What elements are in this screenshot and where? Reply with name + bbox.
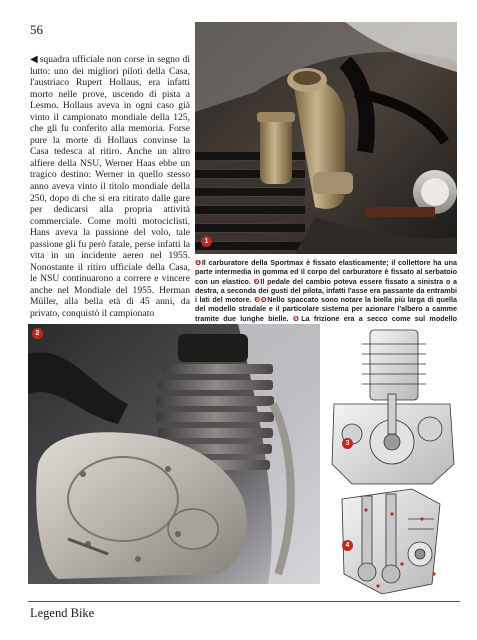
- caption-text: Nello spaccato sono notare la biella più larga di quella del modello stradale e il particolare sistema per azionare l'albero a camme tramite due lunghe bielle.: [195, 295, 457, 323]
- figure-caption: [195, 258, 457, 332]
- caption-number: ❶: [195, 258, 202, 267]
- page-number: 56: [30, 22, 43, 37]
- caption-number: ❸❹: [254, 295, 268, 305]
- caption-text: Il pedale del cambio poteva essere fissato a sinistra o a destra, a seconda dei gusti del pilota, infatti l'asse era passante da entrambi i lati del motore.: [195, 276, 457, 305]
- caption-number: ❷: [253, 276, 261, 286]
- drawing-number-badge: 4: [342, 540, 353, 551]
- article-body: squadra ufficiale non corse in segno di lutto: uno dei migliori piloti della Casa, l'austriaco Rupert Hollaus, era infatti morto nelle prove, uscendo di pista a Lesmo. Hollaus aveva in ogni caso già vinto il campionato mondiale della 125, che gli fu conferito alla memoria. Forse pure la morte di Hollaus convinse la Casa tedesca al ritiro. Anche un altro alfiere della NSU, Werner Haas ebbe un tragico destino: Werner in quello stesso anno aveva vinto il titolo mondiale della 250, dopo di che si era ritirato dalle gare per dedicarsi alla propria attività commerciale. Come molti motociclisti, Hans aveva la passione del volo, tale passione gli fu però fatale, perse infatti la vita in un incidente aereo nel 1955. Nonostante il ritiro ufficiale della Casa, le NSU continuarono a correre e vincere anche nel Mondiale del 1955. Herman Müller, alla bella età di 45 anni, da privato, conquistò il campionato: [30, 54, 190, 320]
- continuation-arrow-icon: ◀: [30, 54, 38, 65]
- photo-number-badge: 1: [201, 236, 212, 247]
- technical-drawings: [322, 324, 462, 604]
- magazine-footer: Legend Bike: [30, 606, 95, 620]
- caption-text: Il carburatore della Sportmax è fissato elasticamente; il collettore ha una parte intermedia in gomma ed il corpo del carburatore è fissato al serbatoio con un elastico.: [195, 258, 457, 286]
- carburetor-photo: [195, 22, 457, 254]
- article-body-text: [30, 54, 190, 320]
- photo-number-badge: 2: [32, 328, 43, 339]
- footer-rule: [28, 601, 460, 602]
- engine-cutaway-drawing: [322, 324, 462, 604]
- caption-text: La frizione era a secco come sul modello: [301, 313, 457, 323]
- drawing-number-badge: 3: [342, 438, 353, 449]
- caption-number: ❺: [292, 313, 302, 323]
- engine-photo: [28, 324, 320, 584]
